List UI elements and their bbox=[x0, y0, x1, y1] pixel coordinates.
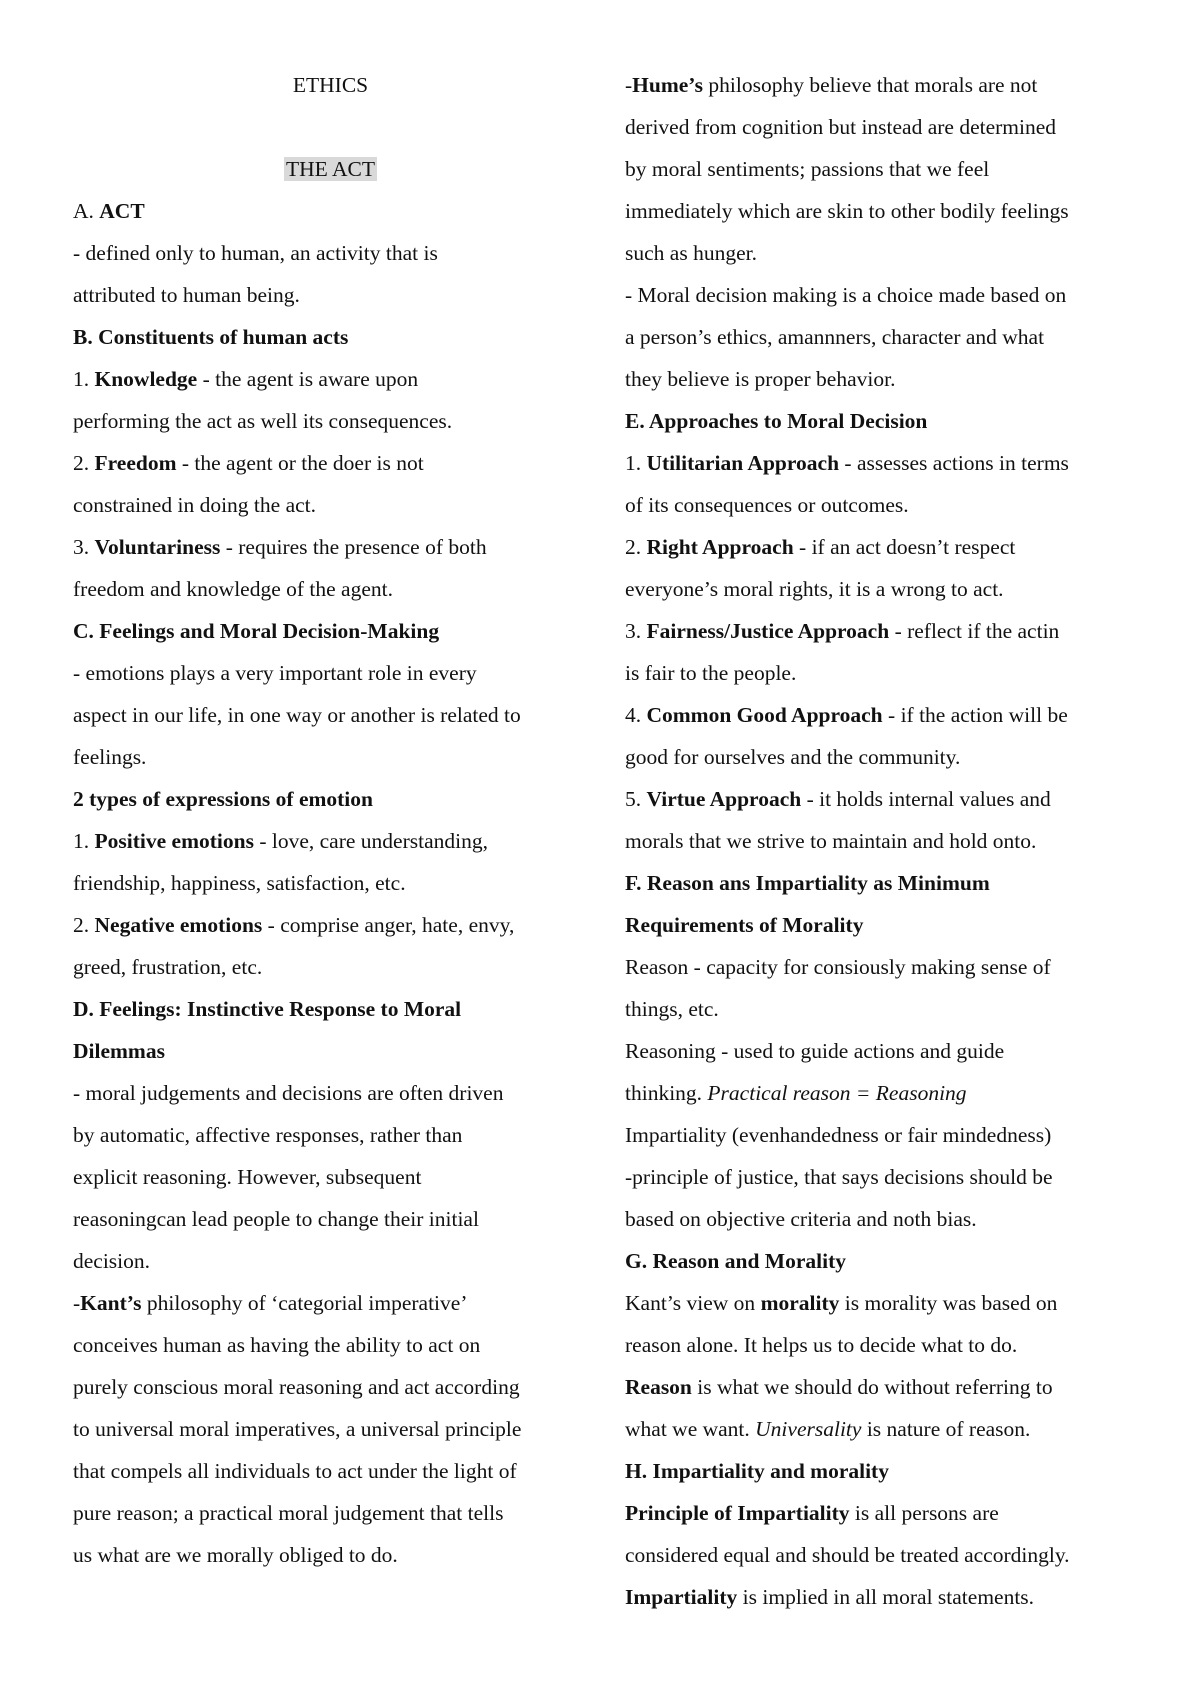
bold-text: Negative emotions bbox=[94, 913, 263, 937]
text-run: derived from cognition but instead are determined bbox=[625, 115, 1057, 139]
bold-text: Positive emotions bbox=[94, 829, 254, 853]
text-line bbox=[73, 610, 588, 652]
text-run: Reasoning - used to guide actions and guide bbox=[625, 1039, 1005, 1063]
text-line bbox=[73, 442, 588, 484]
text-run: by automatic, affective responses, rather than bbox=[73, 1123, 463, 1147]
text-line bbox=[625, 1324, 1145, 1366]
text-line bbox=[73, 358, 588, 400]
bold-text: Dilemmas bbox=[73, 1039, 165, 1063]
text-run: attributed to human being. bbox=[73, 283, 300, 307]
bold-text: C. Feelings and Moral Decision-Making bbox=[73, 619, 440, 643]
bold-text: Fairness/Justice Approach bbox=[646, 619, 890, 643]
text-line bbox=[625, 442, 1145, 484]
text-line bbox=[73, 946, 588, 988]
text-run: - bbox=[625, 73, 633, 97]
text-run: of its consequences or outcomes. bbox=[625, 493, 909, 517]
text-run: considered equal and should be treated accordingly. bbox=[625, 1543, 1070, 1567]
text-run: conceives human as having the ability to act on bbox=[73, 1333, 481, 1357]
text-run: purely conscious moral reasoning and act according bbox=[73, 1375, 520, 1399]
text-line bbox=[625, 1198, 1145, 1240]
right-text-body bbox=[625, 64, 1145, 1618]
text-run: - moral judgements and decisions are often driven bbox=[73, 1081, 504, 1105]
left-text-body bbox=[73, 190, 588, 1576]
text-line bbox=[625, 1450, 1145, 1492]
text-run: that compels all individuals to act under the light of bbox=[73, 1459, 517, 1483]
text-run: Kant’s view on bbox=[625, 1291, 761, 1315]
text-line bbox=[73, 232, 588, 274]
text-run: based on objective criteria and noth bias. bbox=[625, 1207, 977, 1231]
text-run: greed, frustration, etc. bbox=[73, 955, 263, 979]
text-line bbox=[625, 694, 1145, 736]
text-run: reason alone. It helps us to decide what to do. bbox=[625, 1333, 1018, 1357]
text-line bbox=[625, 652, 1145, 694]
text-line bbox=[73, 1366, 588, 1408]
text-line bbox=[625, 736, 1145, 778]
text-line bbox=[73, 190, 588, 232]
bold-text: Kant’s bbox=[80, 1291, 142, 1315]
text-run: Reason - capacity for consiously making sense of bbox=[625, 955, 1051, 979]
text-run: 2. bbox=[73, 451, 95, 475]
right-column bbox=[625, 64, 1145, 1618]
bold-text: Requirements of Morality bbox=[625, 913, 864, 937]
text-run: what we want. bbox=[625, 1417, 756, 1441]
italic-text: Practical reason = Reasoning bbox=[707, 1081, 967, 1105]
left-column bbox=[73, 64, 588, 1576]
text-line bbox=[625, 148, 1145, 190]
text-line bbox=[625, 1366, 1145, 1408]
text-line bbox=[625, 358, 1145, 400]
bold-text: Reason bbox=[625, 1375, 692, 1399]
text-line bbox=[625, 820, 1145, 862]
text-line bbox=[625, 1156, 1145, 1198]
text-line bbox=[73, 820, 588, 862]
text-line bbox=[73, 1450, 588, 1492]
text-run: - assesses actions in terms bbox=[839, 451, 1069, 475]
text-line bbox=[73, 652, 588, 694]
text-line bbox=[625, 1576, 1145, 1618]
text-line bbox=[625, 610, 1145, 652]
text-run: A. bbox=[73, 199, 100, 223]
bold-text: F. Reason ans Impartiality as Minimum bbox=[625, 871, 990, 895]
text-run: - Moral decision making is a choice made based on bbox=[625, 283, 1067, 307]
text-line bbox=[73, 1492, 588, 1534]
bold-text: 2 types of expressions of emotion bbox=[73, 787, 373, 811]
bold-text: Freedom bbox=[94, 451, 177, 475]
bold-text: Principle of Impartiality bbox=[625, 1501, 850, 1525]
text-run: reasoningcan lead people to change their initial bbox=[73, 1207, 479, 1231]
section-title bbox=[73, 148, 588, 190]
text-run: philosophy believe that morals are not bbox=[703, 73, 1038, 97]
text-run: things, etc. bbox=[625, 997, 719, 1021]
text-run: Impartiality (evenhandedness or fair mindedness) bbox=[625, 1123, 1052, 1147]
text-line bbox=[625, 232, 1145, 274]
text-line bbox=[625, 988, 1145, 1030]
text-run: is fair to the people. bbox=[625, 661, 797, 685]
text-line bbox=[73, 1282, 588, 1324]
text-line bbox=[73, 988, 588, 1030]
text-line bbox=[625, 1072, 1145, 1114]
text-run: us what are we morally obliged to do. bbox=[73, 1543, 398, 1567]
text-line bbox=[625, 946, 1145, 988]
text-run: feelings. bbox=[73, 745, 147, 769]
text-line bbox=[73, 1072, 588, 1114]
text-line bbox=[73, 1198, 588, 1240]
text-line bbox=[73, 1030, 588, 1072]
text-line bbox=[73, 1408, 588, 1450]
text-run: - if the action will be bbox=[882, 703, 1068, 727]
text-run: - the agent is aware upon bbox=[197, 367, 419, 391]
bold-text: Impartiality bbox=[625, 1585, 738, 1609]
text-line bbox=[73, 1114, 588, 1156]
text-run: explicit reasoning. However, subsequent bbox=[73, 1165, 422, 1189]
text-run: aspect in our life, in one way or another is related to bbox=[73, 703, 521, 727]
text-line bbox=[73, 1156, 588, 1198]
text-line bbox=[73, 400, 588, 442]
text-run: 1. bbox=[625, 451, 647, 475]
text-line bbox=[625, 1408, 1145, 1450]
text-run: - if an act doesn’t respect bbox=[793, 535, 1016, 559]
text-line bbox=[73, 862, 588, 904]
text-run: thinking. bbox=[625, 1081, 708, 1105]
text-line bbox=[73, 316, 588, 358]
text-line bbox=[625, 526, 1145, 568]
bold-text: Common Good Approach bbox=[646, 703, 883, 727]
text-run: - reflect if the actin bbox=[889, 619, 1060, 643]
text-run: to universal moral imperatives, a universal principle bbox=[73, 1417, 522, 1441]
text-line bbox=[73, 778, 588, 820]
bold-text: H. Impartiality and morality bbox=[625, 1459, 889, 1483]
text-line bbox=[73, 484, 588, 526]
text-line bbox=[625, 1030, 1145, 1072]
text-run: is morality was based on bbox=[839, 1291, 1058, 1315]
text-run: such as hunger. bbox=[625, 241, 757, 265]
text-run: pure reason; a practical moral judgement that tells bbox=[73, 1501, 504, 1525]
text-run: freedom and knowledge of the agent. bbox=[73, 577, 393, 601]
text-line bbox=[73, 1534, 588, 1576]
text-line bbox=[625, 316, 1145, 358]
text-line bbox=[625, 904, 1145, 946]
text-run: morals that we strive to maintain and hold onto. bbox=[625, 829, 1037, 853]
text-run: 4. bbox=[625, 703, 647, 727]
text-run: - defined only to human, an activity that is bbox=[73, 241, 438, 265]
text-run: they believe is proper behavior. bbox=[625, 367, 896, 391]
text-run: immediately which are skin to other bodily feelings bbox=[625, 199, 1069, 223]
text-run: a person’s ethics, amannners, character and what bbox=[625, 325, 1045, 349]
text-line bbox=[73, 526, 588, 568]
text-run: philosophy of ‘categorial imperative’ bbox=[141, 1291, 468, 1315]
bold-text: G. Reason and Morality bbox=[625, 1249, 846, 1273]
text-run: 1. bbox=[73, 367, 95, 391]
text-line bbox=[625, 64, 1145, 106]
text-line bbox=[73, 274, 588, 316]
text-run: - bbox=[73, 1291, 81, 1315]
text-line bbox=[625, 1534, 1145, 1576]
bold-text: B. Constituents of human acts bbox=[73, 325, 349, 349]
text-run: 1. bbox=[73, 829, 95, 853]
text-run: 3. bbox=[625, 619, 647, 643]
text-run: decision. bbox=[73, 1249, 151, 1273]
bold-text: E. Approaches to Moral Decision bbox=[625, 409, 928, 433]
text-run: - requires the presence of both bbox=[220, 535, 487, 559]
text-run: friendship, happiness, satisfaction, etc. bbox=[73, 871, 406, 895]
text-run: 5. bbox=[625, 787, 647, 811]
text-run: is nature of reason. bbox=[861, 1417, 1031, 1441]
text-line bbox=[73, 1240, 588, 1282]
text-run: - comprise anger, hate, envy, bbox=[262, 913, 515, 937]
text-run: 2. bbox=[625, 535, 647, 559]
text-line bbox=[625, 484, 1145, 526]
text-line bbox=[73, 736, 588, 778]
bold-text: Knowledge bbox=[94, 367, 198, 391]
text-run: is implied in all moral statements. bbox=[737, 1585, 1035, 1609]
document-title: ETHICS bbox=[292, 73, 369, 97]
text-line bbox=[625, 568, 1145, 610]
text-run: - love, care understanding, bbox=[253, 829, 488, 853]
text-line bbox=[625, 1492, 1145, 1534]
text-run: - emotions plays a very important role in every bbox=[73, 661, 477, 685]
text-run: good for ourselves and the community. bbox=[625, 745, 961, 769]
bold-text: D. Feelings: Instinctive Response to Moral bbox=[73, 997, 462, 1021]
text-run: constrained in doing the act. bbox=[73, 493, 316, 517]
text-run: - it holds internal values and bbox=[801, 787, 1051, 811]
bold-text: Voluntariness bbox=[94, 535, 221, 559]
text-line bbox=[625, 106, 1145, 148]
bold-text: Hume’s bbox=[632, 73, 704, 97]
highlighted-heading: THE ACT bbox=[286, 157, 375, 181]
text-run: 2. bbox=[73, 913, 95, 937]
text-run: performing the act as well its consequences. bbox=[73, 409, 453, 433]
text-run: is all persons are bbox=[849, 1501, 999, 1525]
text-line bbox=[73, 694, 588, 736]
bold-text: Right Approach bbox=[646, 535, 794, 559]
text-line bbox=[73, 1324, 588, 1366]
bold-text: morality bbox=[760, 1291, 840, 1315]
text-run: is what we should do without referring to bbox=[691, 1375, 1053, 1399]
text-line bbox=[625, 862, 1145, 904]
text-run: everyone’s moral rights, it is a wrong to act. bbox=[625, 577, 1004, 601]
text-line bbox=[625, 190, 1145, 232]
text-line bbox=[625, 400, 1145, 442]
text-run: - the agent or the doer is not bbox=[176, 451, 424, 475]
italic-text: Universality bbox=[755, 1417, 862, 1441]
text-line bbox=[625, 1282, 1145, 1324]
text-line bbox=[73, 568, 588, 610]
text-line bbox=[625, 1240, 1145, 1282]
text-line bbox=[625, 778, 1145, 820]
spacer bbox=[73, 106, 588, 148]
bold-text: Utilitarian Approach bbox=[646, 451, 840, 475]
bold-text: Virtue Approach bbox=[646, 787, 802, 811]
text-run: 3. bbox=[73, 535, 95, 559]
text-run: by moral sentiments; passions that we feel bbox=[625, 157, 990, 181]
text-line bbox=[73, 904, 588, 946]
bold-text: ACT bbox=[99, 199, 145, 223]
text-run: -principle of justice, that says decisions should be bbox=[625, 1165, 1053, 1189]
text-line bbox=[625, 274, 1145, 316]
text-line bbox=[625, 1114, 1145, 1156]
